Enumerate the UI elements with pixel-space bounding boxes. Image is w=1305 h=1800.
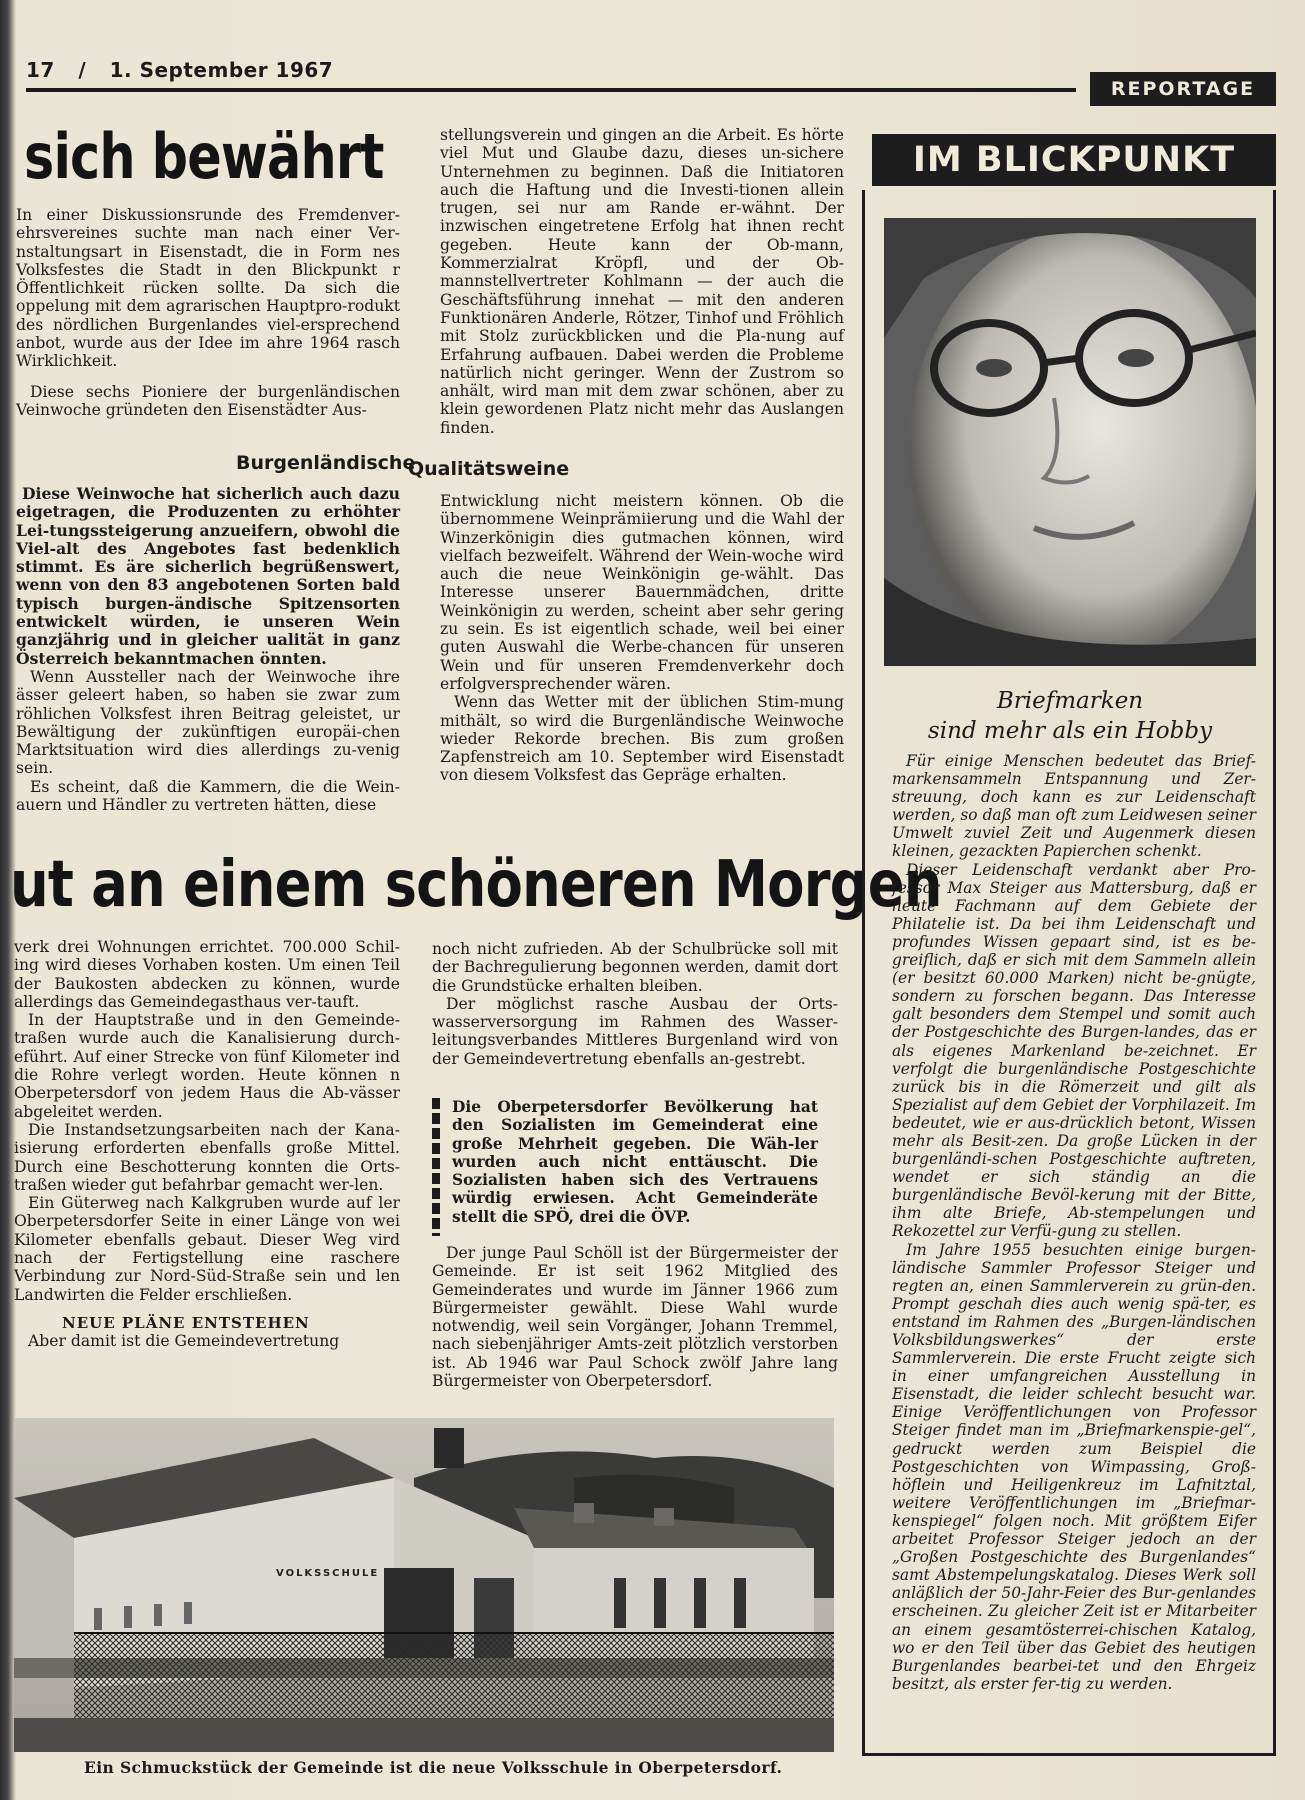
paragraph: Dieser Leidenschaft verdankt aber Pro-fessor Max Steiger aus Mattersburg, daß er heute Fachmann auf dem Gebiete der Philatelie ist. Da bei ihm Leidenschaft und profundes Wissen gepaart sind, ist es be-greiflich, daß er sich mit dem Sammeln allein (er besitzt 60.000 Marken) nicht be-gnügte, sondern zu forschen begann. Das Interesse galt besonders dem Stempel und somit auch der Postgeschichte des Burgen-landes, das er als eigenes Markenland be-zeichnet. Er verfolgt die burgenländische Postgeschichte zurück bis in die Römerzeit und gilt als Spezialist auf dem Gebiet der Vorphilazeit. Im bedeutet, wie er aus-drücklich betont, Wissen mehr als Besit-zen. Da große Lücken in der burgenländi-schen Postgeschichte auftreten, wendet er sich ständig an die burgenländische Bevöl-kerung mit der Bitte, ihm alte Briefe, Ab-stempelungen und Rekozettel zur Verfü-gung zu stellen.	[892, 860, 1256, 1241]
paragraph: Im Jahre 1955 besuchten einige burgen-ländische Sammler Professor Steiger und regten an, einen Sammlerverein zu grün-den. Prompt geschah dies auch wenig spä-ter, es entstand im Rahmen des „Burgen-ländischen Volksbildungswerkes“ der erste Sammlerverein. Die erste Frucht zeigte sich in einer umfangreichen Ausstellung in Eisenstadt, die leider schlecht besucht war. Einige Veröffentlichungen von Professor Steiger findet man im „Briefmarkenspie-gel“, gedruckt werden zum Beispiel die Postgeschichten von Wimpassing, Groß-höflein und Heiligenkreuz im Lafnitztal, weitere Veröffentlichungen im „Briefmar-kenspiegel“ folgen noch. Mit größtem Eifer arbeitet Professor Steiger jedoch an der „Großen Postgeschichte des Burgenlandes“ samt Abstempelungskatalog. Dieses Werk soll anläßlich der 50-Jahr-Feier des Bur-genlandes erscheinen. Zu gleicher Zeit ist er Mitarbeiter an einem gesamtösterrei-chischen Katalog, wo er den Teil über das Gebiet des heutigen Burgenlandes bearbei-tet und den Ehrgeiz besitzt, als erster fer-tig zu werden.	[892, 1240, 1256, 1693]
subhead-left: Burgenländische	[236, 452, 416, 474]
paragraph: Wenn das Wetter mit der üblichen Stim-mung mithält, so wird die Burgenländische Weinwoche wieder Rekorde brechen. Bis zum großen Zapfenstreich am 10. September wird Eisenstadt von diesem Volksfest das Gepräge erhalten.	[440, 693, 844, 785]
story-body	[892, 752, 1256, 1693]
section-subhead: NEUE PLÄNE ENTSTEHEN	[62, 1313, 310, 1332]
article1-headline: sich bewährt	[24, 120, 384, 193]
paragraph: In einer Diskussionsrunde des Fremdenver-ehrsvereines suchte man nach einer Ver-nstaltungsart in Eisenstadt, die in Form nes Volksfestes die Stadt in den Blickpunkt r Öffentlichkeit rücken sollte. Da sich die oppelung mit dem agrarischen Hauptpro-rodukt des nördlichen Burgenlandes viel-ersprechend anbot, wurde aus der Idee im ahre 1964 rasch Wirklichkeit.	[16, 206, 400, 371]
paragraph: Aber damit ist die Gemeindevertretung	[28, 1332, 340, 1351]
article2-headline: ut an einem schöneren Morgen	[10, 848, 942, 922]
story-title	[884, 686, 1256, 746]
article2-col-right-end	[432, 1244, 838, 1390]
article1-col-right-bottom	[440, 492, 844, 785]
header-separator: /	[78, 58, 87, 82]
article1-col-right-top	[440, 126, 844, 437]
article1-col-left-top	[16, 206, 400, 419]
story-title-line2: sind mehr als ein Hobby	[927, 718, 1213, 744]
header-rule	[26, 88, 1076, 92]
section-tag: REPORTAGE	[1090, 72, 1276, 106]
subhead-right: Qualitätsweine	[408, 458, 570, 480]
issue-date: 1. September 1967	[109, 58, 334, 82]
portrait-image	[884, 218, 1256, 666]
paragraph: stellungsverein und gingen an die Arbeit. Es hörte viel Mut und Glaube dazu, dieses un-sichere Unternehmen zu beginnen. Daß die Initiatoren auch die Haftung und die Investi-tionen allein trugen, sei nur am Rande er-wähnt. Der inzwischen eingetretene Erfolg hat ihnen recht gegeben. Heute kann der Ob-mann, Kommerzialrat Kröpfl, und der Ob-mannstellvertreter Kohlmann — der auch die Geschäftsführung innehat — mit den anderen Funktionären Anderle, Rötzer, Tinhof und Fröhlich mit Stolz zurückblicken und die Pla-nung auf Erfahrung aufbauen. Dabei werden die Probleme natürlich nicht geringer. Wenn der Zustrom so anhält, wird man mit dem zwar schönen, aber zu klein gewordenen Platz nicht mehr das Auslangen finden.	[440, 126, 844, 437]
paragraph: noch nicht zufrieden. Ab der Schulbrücke soll mit der Bachregulierung begonnen werden, damit dort die Grundstücke erhalten bleiben.	[432, 940, 838, 995]
paragraph: verk drei Wohnungen errichtet. 700.000 Schil-ing wird dieses Vorhaben kosten. Um einen Teil der Baukosten abdecken zu können, wurde allerdings das Gemeindegasthaus ver-tauft.	[14, 938, 400, 1011]
photo-caption: Ein Schmuckstück der Gemeinde ist die neue Volksschule in Oberpetersdorf.	[84, 1758, 783, 1777]
volksschule-sign: VOLKSSCHULE	[276, 1568, 380, 1579]
dotted-bar	[432, 1098, 440, 1236]
paragraph: Der möglichst rasche Ausbau der Orts-wasserversorgung im Rahmen des Wasser-leitungsverbandes Mittleres Burgenland wird von der Gemeindevertretung ebenfalls an-gestrebt.	[432, 994, 838, 1068]
page-number: 17	[26, 58, 55, 82]
highlight-text: Die Oberpetersdorfer Bevölkerung hat den Sozialisten im Gemeinderat eine große Mehrheit gegeben. Die Wäh-ler wurden auch nicht enttäuscht. Die Sozialisten haben sich des Vertrauens würdig erwiesen. Acht Gemeinderäte stellt die SPÖ, drei die ÖVP.	[452, 1098, 818, 1226]
article1-col-left-bottom	[16, 485, 400, 814]
page-header	[26, 58, 349, 82]
blickpunkt-title: IM BLICKPUNKT	[872, 134, 1276, 186]
paragraph: Diese sechs Pioniere der burgenländischen Veinwoche gründeten den Eisenstädter Aus-	[16, 382, 400, 419]
paragraph: Diese Weinwoche hat sicherlich auch dazu eigetragen, die Produzenten zu erhöhter Lei-tungssteigerung anzueifern, obwohl die Viel-alt des Angebotes fast bedenklich stimmt. Es äre sicherlich begrüßenswert, wenn von den 83 angebotenen Sorten bald typisch burgen-ändische Spitzensorten entwickelt würden, ie unseren Wein ganzjährig und in gleicher ualität in ganz Österreich bekanntmachen önnten.	[16, 484, 400, 668]
school-photo	[14, 1418, 834, 1752]
portrait-photo	[884, 218, 1256, 666]
paragraph: Wenn Aussteller nach der Weinwoche ihre ässer geleert haben, so haben sie zwar zum röhlichen Volksfest ihren Beitrag geleistet, ur Bewältigung der zukünftigen europäi-chen Marktsituation wird dies allerdings zu-venig sein.	[16, 667, 400, 778]
paragraph: Für einige Menschen bedeutet das Brief-markensammeln Entspannung und Zer-streuung, doch kann es zur Leidenschaft werden, so daß man oft zum Leidwesen seiner Umwelt zuviel Zeit und Augenmerk diesen kleinen, gezackten Papierchen schenkt.	[892, 752, 1256, 861]
story-title-line1: Briefmarken	[996, 688, 1144, 714]
highlight-box	[432, 1098, 822, 1236]
paragraph: Der junge Paul Schöll ist der Bürgermeister der Gemeinde. Er ist seit 1962 Mitglied des Gemeinderates und wurde im Jänner 1966 zum Bürgermeister gewählt. Diese Wahl wurde notwendig, weil sein Vorgänger, Johann Tremmel, nach siebenjähriger Amts-zeit plötzlich verstorben ist. Ab 1946 war Paul Schock zwölf Jahre lang Bürgermeister von Oberpetersdorf.	[432, 1244, 838, 1391]
article2-col-right	[432, 940, 838, 1068]
paragraph: Entwicklung nicht meistern können. Ob die übernommene Weinprämiierung und die Wahl der Winzerkönigin dies gutmachen können, wird vielfach bezweifelt. Während der Wein-woche wird auch die neue Weinkönigin ge-wählt. Das Interesse unserer Bauernmädchen, dritte Weinkönigin zu werden, scheint aber sehr gering zu sein. Es ist eigentlich schade, weil bei einer guten Auswahl die Werbe-chancen für unseren Wein und für unseren Fremdenverkehr doch erfolgversprechender wären.	[440, 492, 844, 693]
paragraph: Ein Güterweg nach Kalkgruben wurde auf ler Oberpetersdorfer Seite in einer Länge von wei Kilometer ebenfalls gebaut. Dieser Weg vird nach der Fertigstellung eine raschere Verbindung zur Nord-Süd-Straße sein und len Landwirten die Felder erschließen.	[14, 1194, 400, 1304]
paragraph: Es scheint, daß die Kammern, die die Wein-auern und Händler zu vertreten hätten, diese	[16, 777, 400, 815]
article2-col-left	[14, 938, 400, 1351]
paragraph: Die Instandsetzungsarbeiten nach der Kana-isierung erforderten ebenfalls große Mittel. Durch eine Beschotterung konnten die Orts-traßen wieder gut befahrbar gemacht wer-len.	[14, 1120, 400, 1194]
paragraph: In der Hauptstraße und in den Gemeinde-traßen wurde auch die Kanalisierung durch-eführt. Auf einer Strecke von fünf Kilometer ind die Rohre verlegt worden. Heute können n Oberpetersdorf von jedem Haus die Ab-vässer abgeleitet werden.	[14, 1011, 400, 1121]
school-building-image	[14, 1418, 834, 1752]
